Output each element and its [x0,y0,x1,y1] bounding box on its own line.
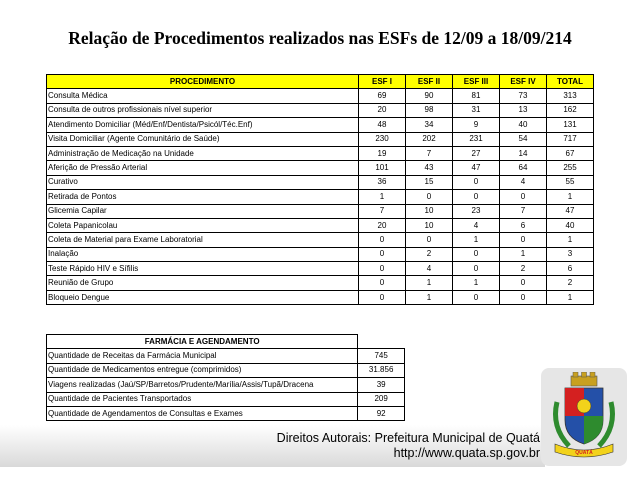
pharmacy-item-name: Quantidade de Pacientes Transportados [47,392,358,406]
table-row [47,161,594,175]
procedure-name: Coleta de Material para Exame Laboratorial [47,233,359,247]
procedure-value: 15 [406,175,453,189]
procedure-value: 162 [547,103,594,117]
procedure-name: Bloqueio Dengue [47,290,359,304]
pharmacy-table [46,334,405,421]
procedure-name: Administração de Medicação na Unidade [47,146,359,160]
procedure-value: 230 [359,132,406,146]
header-esf-3: ESF III [453,75,500,89]
table-row [47,247,594,261]
pharmacy-item-name: Quantidade de Agendamentos de Consultas e Exames [47,406,358,420]
procedure-value: 23 [453,204,500,218]
table-row [47,349,405,363]
procedure-value: 0 [500,290,547,304]
procedure-value: 1 [453,233,500,247]
procedure-name: Consulta de outros profissionais nível superior [47,103,359,117]
procedure-value: 7 [359,204,406,218]
table-row [47,290,594,304]
procedure-value: 1 [547,190,594,204]
procedure-value: 1 [359,190,406,204]
procedure-value: 231 [453,132,500,146]
logo-text: QUATÁ [575,450,593,456]
procedure-value: 69 [359,89,406,103]
procedure-value: 1 [547,233,594,247]
procedure-value: 2 [500,262,547,276]
procedure-name: Inalação [47,247,359,261]
procedure-value: 9 [453,118,500,132]
procedure-value: 13 [500,103,547,117]
procedure-value: 1 [406,290,453,304]
procedure-value: 40 [547,218,594,232]
procedure-value: 2 [547,276,594,290]
pharmacy-item-value: 31.856 [358,363,405,377]
procedure-name: Glicemia Capilar [47,204,359,218]
procedure-value: 2 [406,247,453,261]
pharmacy-item-value: 745 [358,349,405,363]
footer-copyright: Direitos Autorais: Prefeitura Municipal de Quatá [276,431,540,445]
procedure-name: Consulta Médica [47,89,359,103]
table-row [47,262,594,276]
procedure-value: 64 [500,161,547,175]
procedure-value: 20 [359,103,406,117]
pharmacy-header-row [47,335,405,349]
procedure-value: 10 [406,218,453,232]
procedure-name: Reunião de Grupo [47,276,359,290]
procedure-value: 101 [359,161,406,175]
table-row [47,218,594,232]
procedure-value: 54 [500,132,547,146]
table-row [47,204,594,218]
procedure-value: 0 [500,190,547,204]
procedure-value: 90 [406,89,453,103]
procedure-value: 67 [547,146,594,160]
procedure-value: 0 [453,262,500,276]
procedure-value: 81 [453,89,500,103]
procedures-header-row [47,75,594,89]
procedure-value: 19 [359,146,406,160]
header-esf-4: ESF IV [500,75,547,89]
procedure-value: 0 [500,276,547,290]
procedure-value: 48 [359,118,406,132]
header-procedimento: PROCEDIMENTO [47,75,359,89]
procedure-value: 202 [406,132,453,146]
coat-of-arms-logo [547,372,621,462]
page-title: Relação de Procedimentos realizados nas ESFs de 12/09 a 18/09/214 [68,28,572,48]
header-esf-2: ESF II [406,75,453,89]
procedure-value: 1 [500,247,547,261]
header-total: TOTAL [547,75,594,89]
procedure-value: 0 [500,233,547,247]
procedure-value: 0 [453,190,500,204]
table-row [47,175,594,189]
table-row [47,190,594,204]
header-blank [358,335,405,349]
procedure-value: 31 [453,103,500,117]
procedure-value: 55 [547,175,594,189]
procedure-name: Coleta Papanicolau [47,218,359,232]
procedure-value: 4 [406,262,453,276]
procedure-value: 40 [500,118,547,132]
table-row [47,276,594,290]
procedure-value: 4 [453,218,500,232]
procedure-value: 20 [359,218,406,232]
procedure-name: Visita Domiciliar (Agente Comunitário de Saúde) [47,132,359,146]
procedure-value: 1 [406,276,453,290]
procedure-value: 313 [547,89,594,103]
procedure-value: 47 [547,204,594,218]
pharmacy-item-value: 209 [358,392,405,406]
header-esf-1: ESF I [359,75,406,89]
procedure-value: 0 [406,233,453,247]
table-row [47,406,405,420]
procedure-value: 98 [406,103,453,117]
procedure-value: 7 [406,146,453,160]
procedure-value: 73 [500,89,547,103]
procedure-name: Teste Rápido HIV e Sífilis [47,262,359,276]
header-farmacia: FARMÁCIA E AGENDAMENTO [47,335,358,349]
procedure-value: 0 [453,290,500,304]
procedure-value: 0 [359,247,406,261]
procedure-value: 14 [500,146,547,160]
table-row [47,392,405,406]
procedure-value: 0 [359,290,406,304]
table-row [47,146,594,160]
procedure-value: 717 [547,132,594,146]
procedure-name: Curativo [47,175,359,189]
procedure-value: 1 [547,290,594,304]
procedure-value: 131 [547,118,594,132]
procedures-table [46,74,594,305]
procedure-value: 4 [500,175,547,189]
footer-url[interactable]: http://www.quata.sp.gov.br [393,446,540,460]
table-row [47,132,594,146]
procedure-value: 1 [453,276,500,290]
procedure-value: 47 [453,161,500,175]
procedure-value: 7 [500,204,547,218]
procedure-name: Aferição de Pressão Arterial [47,161,359,175]
pharmacy-item-name: Quantidade de Medicamentos entregue (comprimidos) [47,363,358,377]
procedure-value: 0 [359,276,406,290]
procedure-name: Retirada de Pontos [47,190,359,204]
procedure-value: 0 [406,190,453,204]
procedure-value: 43 [406,161,453,175]
procedure-name: Atendimento Domiciliar (Méd/Enf/Dentista/Psicól/Téc.Enf) [47,118,359,132]
pharmacy-item-value: 92 [358,406,405,420]
pharmacy-item-name: Viagens realizadas (Jaú/SP/Barretos/Prudente/Marília/Assis/Tupã/Dracena [47,378,358,392]
pharmacy-item-name: Quantidade de Receitas da Farmácia Municipal [47,349,358,363]
table-row [47,378,405,392]
table-row [47,89,594,103]
pharmacy-item-value: 39 [358,378,405,392]
procedure-value: 36 [359,175,406,189]
procedure-value: 3 [547,247,594,261]
table-row [47,118,594,132]
procedure-value: 0 [453,247,500,261]
procedure-value: 6 [547,262,594,276]
table-row [47,103,594,117]
procedure-value: 6 [500,218,547,232]
procedure-value: 255 [547,161,594,175]
procedure-value: 10 [406,204,453,218]
procedure-value: 27 [453,146,500,160]
procedure-value: 0 [359,262,406,276]
table-row [47,363,405,377]
procedure-value: 0 [453,175,500,189]
table-row [47,233,594,247]
procedure-value: 0 [359,233,406,247]
procedure-value: 34 [406,118,453,132]
